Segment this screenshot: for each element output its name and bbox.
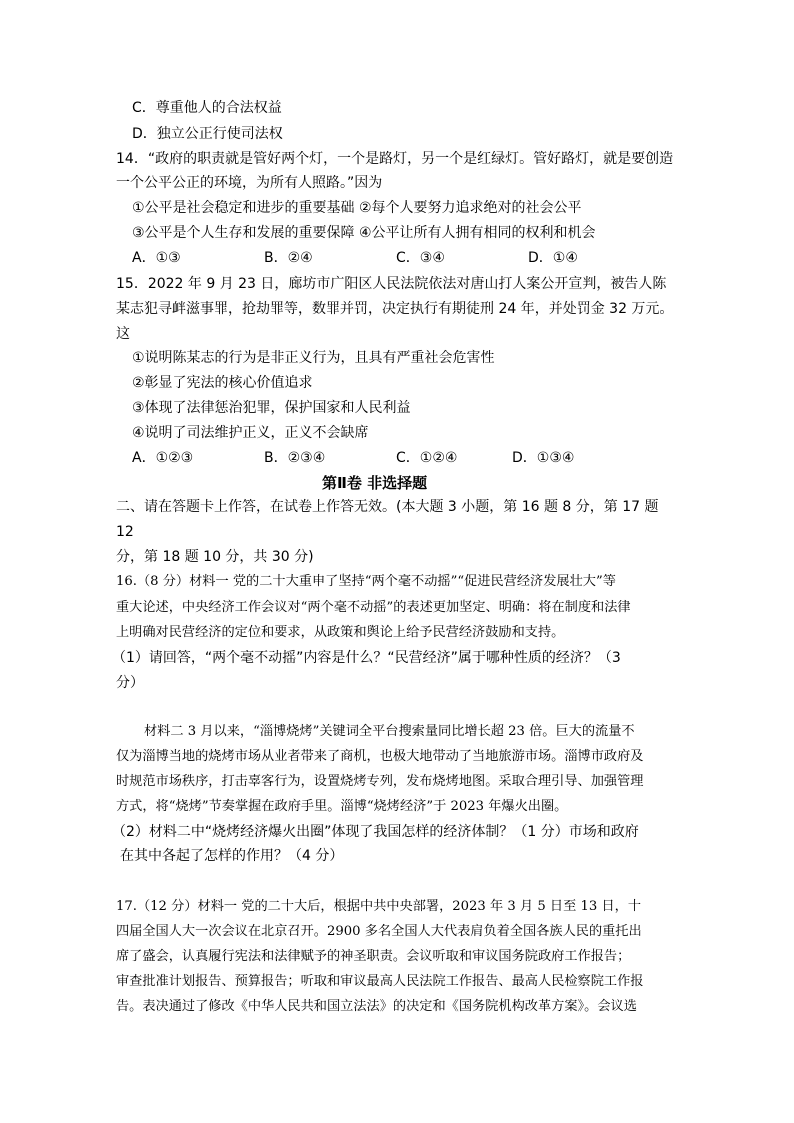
q16-material1-line2: 重大论述，中央经济工作会议对“两个毫不动摇”的表述更加坚定、明确：将在制度和法律 xyxy=(116,600,631,615)
q16-sub2-line2: 在其中各起了怎样的作用？（4 分） xyxy=(120,848,344,864)
q15-choice-a: A．①②③ xyxy=(132,450,194,466)
part2-instruction-line3: 分，第 18 题 10 分，共 30 分) xyxy=(116,549,314,565)
q16-material1-line3: 上明确对民营经济的定位和要求，从政策和舆论上给予民营经济鼓励和支持。 xyxy=(116,625,565,640)
q15-choice-d: D．①③④ xyxy=(512,450,575,466)
q14-choice-b: B．②④ xyxy=(264,250,313,266)
q17-line2: 四届全国人大一次会议在北京召开。2900 多名全国人大代表肩负着全国各族人民的重托出 xyxy=(116,924,642,939)
q15-stem-line3: 这 xyxy=(116,326,130,342)
q14-choice-a: A．①③ xyxy=(132,250,181,266)
q15-statement-3: ③体现了法律惩治犯罪，保护国家和人民利益 xyxy=(132,400,411,416)
q16-sub1-line2: 分） xyxy=(116,675,144,691)
q16-sub2-line1: （2）材料二中“烧烤经济爆火出圈”体现了我国怎样的经济体制？（1 分）市场和政府 xyxy=(112,824,639,840)
q15-stem-line2: 某志犯寻衅滋事罪，抢劫罪等，数罪并罚，决定执行有期徒刑 24 年，并处罚金 32 万元。 xyxy=(116,301,674,317)
part2-instruction-line2: 12 xyxy=(116,524,134,540)
q14-statements-1-2: ①公平是社会稳定和进步的重要基础 ②每个人要努力追求绝对的社会公平 xyxy=(132,200,582,216)
q14-stem-line2: 一个公平公正的环境，为所有人照路。”因为 xyxy=(116,175,383,191)
q17-line1: 17.（12 分）材料一 党的二十大后，根据中共中央部署，2023 年 3 月 5 日至 13 日，十 xyxy=(116,899,642,914)
q16-material2-line1: 材料二 3 月以来，“淄博烧烤”关键词全平台搜索量同比增长超 23 倍。巨大的流量不 xyxy=(144,724,635,739)
q17-line4: 审查批准计划报告、预算报告；听取和审议最高人民法院工作报告、最高人民检察院工作报 xyxy=(116,974,644,989)
q15-stem-line1: 15．2022 年 9 月 23 日，廊坊市广阳区人民法院依法对唐山打人案公开宣判，被告人陈 xyxy=(116,276,667,292)
q15-choice-c: C．①②④ xyxy=(396,450,458,466)
q16-material2-line3: 时规范市场秩序，打击辜客行为，设置烧烤专列，发布烧烤地图。采取合理引导、加强管理 xyxy=(116,774,644,789)
q14-choice-c: C．③④ xyxy=(396,250,445,266)
q13-option-c: C．尊重他人的合法权益 xyxy=(132,100,282,116)
part2-instruction-line1: 二、请在答题卡上作答，在试卷上作答无效。(本大题 3 小题，第 16 题 8 分，第 17 题 xyxy=(116,499,659,515)
part2-title: 第Ⅱ卷 非选择题 xyxy=(322,474,428,492)
q16-material2-line2: 仅为淄博当地的烧烤市场从业者带来了商机，也极大地带动了当地旅游市场。淄博市政府及 xyxy=(116,749,644,764)
q13-option-d: D．独立公正行使司法权 xyxy=(132,126,283,142)
q15-choice-b: B．②③④ xyxy=(264,450,326,466)
q16-material2-line4: 方式，将“烧烤”节奏掌握在政府手里。淄博“烧烤经济”于 2023 年爆火出圈。 xyxy=(116,799,568,814)
q17-line3: 席了盛会，认真履行宪法和法律赋予的神圣职责。会议听取和审议国务院政府工作报告； xyxy=(116,949,631,964)
q14-statements-3-4: ③公平是个人生存和发展的重要保障 ④公平让所有人拥有相同的权利和机会 xyxy=(132,225,596,241)
q15-statement-1: ①说明陈某志的行为是非正义行为，且具有严重社会危害性 xyxy=(132,350,495,366)
q15-statement-2: ②彰显了宪法的核心价值追求 xyxy=(132,375,313,391)
q15-statement-4: ④说明了司法维护正义，正义不会缺席 xyxy=(132,425,369,441)
q17-line5: 告。表决通过了修改《中华人民共和国立法法》的决定和《国务院机构改革方案》。会议选 xyxy=(116,999,637,1014)
q16-sub1-line1: （1）请回答，“两个毫不动摇”内容是什么？“民营经济”属于哪种性质的经济？（3 xyxy=(112,650,621,666)
q14-stem-line1: 14．“政府的职责就是管好两个灯，一个是路灯，另一个是红绿灯。管好路灯，就是要创造 xyxy=(116,151,674,167)
q14-choice-d: D．①④ xyxy=(528,250,578,266)
q16-material1-line1: 16.（8 分）材料一 党的二十大重申了坚持“两个毫不动摇”“促进民营经济发展壮大”等 xyxy=(116,574,616,589)
